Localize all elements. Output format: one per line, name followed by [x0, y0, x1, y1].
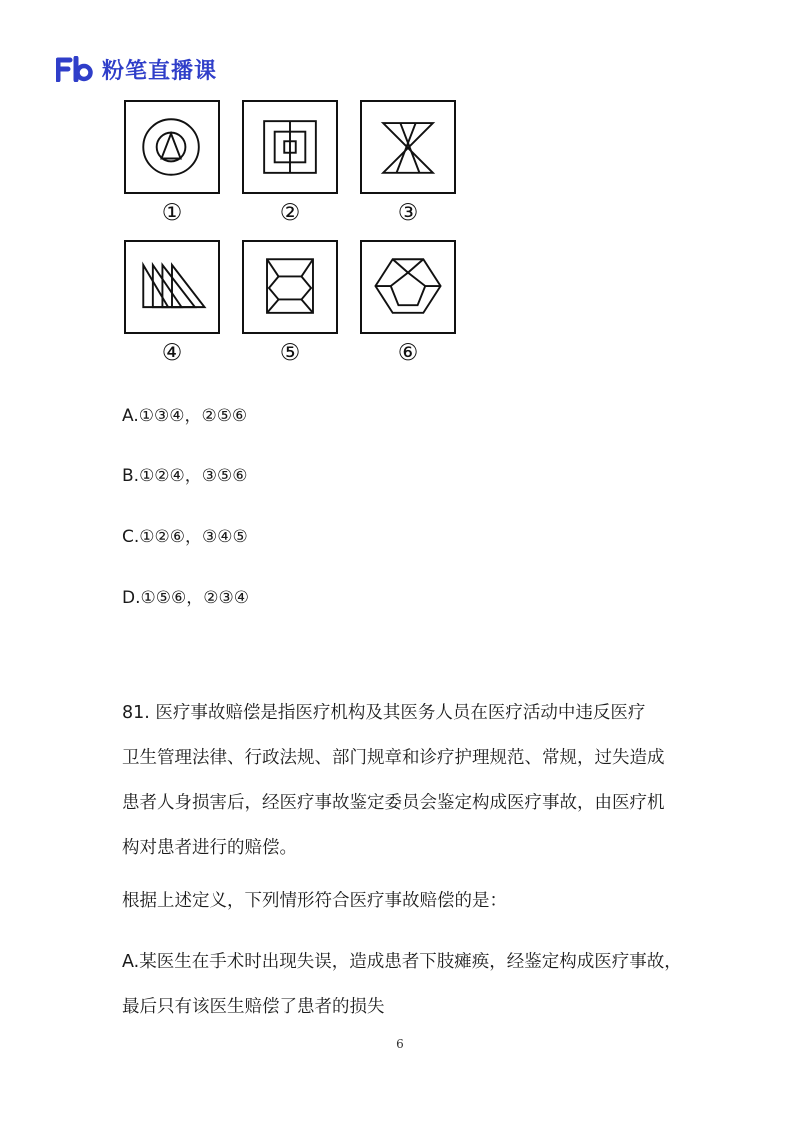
figure-1 [124, 100, 220, 194]
figure-4-label: ④ [161, 340, 183, 366]
q80-option-a: A.①③④，②⑤⑥ [122, 406, 248, 426]
q81-option-a-line-2: 最后只有该医生赔偿了患者的损失 [122, 997, 385, 1017]
figure-6 [360, 240, 456, 334]
triangles-figure-icon [126, 242, 218, 332]
figure-1-label: ① [161, 200, 183, 226]
brand-logo [56, 54, 217, 84]
figure-4 [124, 240, 220, 334]
circle-triangle-figure-icon [126, 102, 218, 192]
q80-option-d: D.①⑤⑥，②③④ [122, 588, 249, 608]
q81-stem-line-4: 构对患者进行的赔偿。 [122, 838, 297, 858]
hexagon-pentagon-figure-icon [362, 242, 454, 332]
nested-squares-figure-icon [244, 102, 336, 192]
q80-option-c: C.①②⑥，③④⑤ [122, 527, 248, 547]
figure-5 [242, 240, 338, 334]
q80-option-b: B.①②④，③⑤⑥ [122, 466, 248, 486]
figure-6-label: ⑥ [397, 340, 419, 366]
fb-logo-icon [56, 56, 94, 82]
figure-3-label: ③ [397, 200, 419, 226]
q81-prompt: 根据上述定义，下列情形符合医疗事故赔偿的是： [122, 891, 507, 911]
figure-2-label: ② [279, 200, 301, 226]
q81-stem-line-1: 81. 医疗事故赔偿是指医疗机构及其医务人员在医疗活动中违反医疗 [122, 703, 646, 723]
hexagon-in-square-figure-icon [244, 242, 336, 332]
brand-name: 粉笔直播课 [102, 58, 218, 84]
page-number: 6 [396, 1037, 404, 1051]
q81-option-a-line-1: A.某医生在手术时出现失误，造成患者下肢瘫痪，经鉴定构成医疗事故， [122, 952, 682, 972]
q81-stem-line-2: 卫生管理法律、行政法规、部门规章和诊疗护理规范、常规，过失造成 [122, 748, 665, 768]
figure-5-label: ⑤ [279, 340, 301, 366]
hourglass-figure-icon [362, 102, 454, 192]
figure-3 [360, 100, 456, 194]
q81-stem-line-3: 患者人身损害后，经医疗事故鉴定委员会鉴定构成医疗事故，由医疗机 [122, 793, 665, 813]
figure-2 [242, 100, 338, 194]
